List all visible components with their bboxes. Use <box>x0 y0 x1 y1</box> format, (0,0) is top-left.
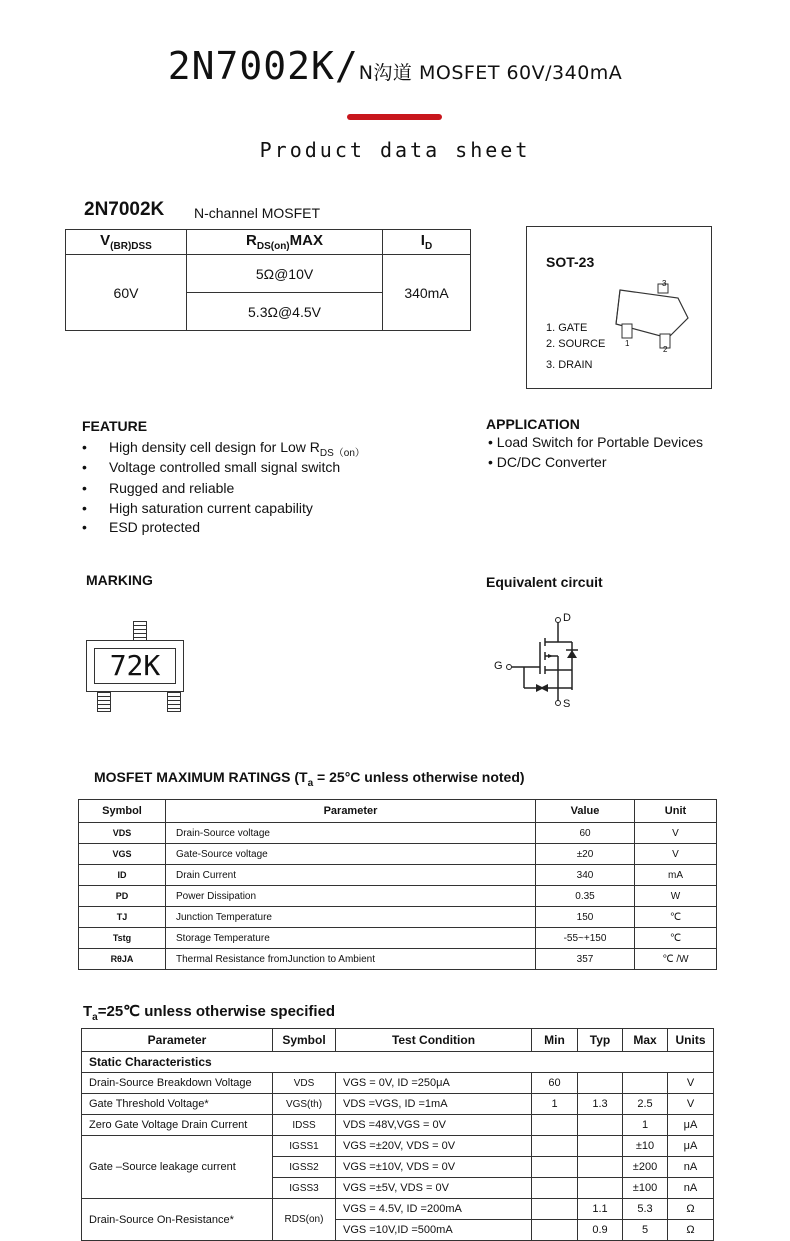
specs-header: Test Condition <box>336 1029 532 1052</box>
feature-item: High saturation current capability <box>109 500 313 516</box>
ratings-header: Parameter <box>166 800 536 823</box>
ratings-title: MOSFET MAXIMUM RATINGS ($T_a = 25^\circ C$ unless otherwise noted) <box>94 769 525 789</box>
pin-label-gate: 1. GATE <box>546 322 588 334</box>
ratings-header: Symbol <box>79 800 166 823</box>
table-row: PD Power Dissipation 0.35 W <box>79 886 717 907</box>
equivalent-heading: Equivalent circuit <box>486 574 603 590</box>
application-heading: APPLICATION <box>486 416 580 432</box>
marking-pin-left <box>97 692 111 712</box>
table-row: VGS Gate-Source voltage ±20 V <box>79 844 717 865</box>
feature-bullet: • <box>82 459 87 475</box>
feature-item: Rugged and reliable <box>109 480 235 496</box>
table-row: Tstg Storage Temperature -55~+150 ℃ <box>79 928 717 949</box>
application-item: • DC/DC Converter <box>488 454 607 470</box>
equivalent-circuit-diagram <box>500 612 590 712</box>
summary-vdss-value: 60V <box>66 255 187 331</box>
page-subtitle: Product data sheet <box>259 138 531 162</box>
summary-table <box>65 229 471 331</box>
specs-header: Min <box>532 1029 578 1052</box>
summary-header-rds: $R_{DS(on)}MAX$ <box>187 230 383 255</box>
feature-heading: FEATURE <box>82 418 148 434</box>
part-name: 2N7002K <box>84 199 165 220</box>
ratings-header: Unit <box>635 800 717 823</box>
specs-header: Typ <box>578 1029 623 1052</box>
application-item: • Load Switch for Portable Devices <box>488 434 704 450</box>
specs-header: Symbol <box>273 1029 336 1052</box>
title-accent-bar <box>347 114 442 120</box>
table-row: Gate Threshold Voltage* VGS(th) VDS =VGS, ID =1mA 1 1.3 2.5 V <box>82 1094 714 1115</box>
feature-bullet: • <box>82 500 87 516</box>
specs-title: $T_a=25℃$ unless otherwise specified <box>83 1003 336 1023</box>
feature-bullet: • <box>82 480 87 496</box>
table-row: IGSS3 VGS =±5V, VDS = 0V ±100 nA <box>82 1178 714 1199</box>
circuit-label-drain: D <box>563 612 571 624</box>
feature-bullet: • <box>82 519 87 535</box>
pin-label-source: 2. SOURCE <box>546 338 606 350</box>
table-section-row: Static Characteristics <box>82 1052 714 1073</box>
circuit-label-source: S <box>563 698 571 710</box>
summary-id-value: 340mA <box>383 255 471 331</box>
table-row: VGS =10V,ID =500mA 0.9 5 Ω <box>82 1220 714 1241</box>
sot23-package-icon <box>608 278 698 356</box>
table-row: VDS Drain-Source voltage 60 V <box>79 823 717 844</box>
specs-table <box>81 1028 714 1241</box>
table-row: Zero Gate Voltage Drain Current IDSS VDS =48V,VGS = 0V 1 μA <box>82 1115 714 1136</box>
marking-pin-right <box>167 692 181 712</box>
page-title <box>0 44 790 88</box>
table-row: TJ Junction Temperature 150 ℃ <box>79 907 717 928</box>
specs-header: Max <box>623 1029 668 1052</box>
table-row: Drain-Source Breakdown Voltage VDS VGS = 0V, ID =250μA 60 V <box>82 1073 714 1094</box>
pin-number-2: 2 <box>663 345 668 354</box>
summary-rds-4v5: 5.3Ω@4.5V <box>187 293 383 331</box>
title-part-number: 2N7002K/ <box>167 44 359 88</box>
circuit-label-gate: G <box>494 660 503 672</box>
feature-bullet: • <box>82 439 87 455</box>
feature-item: Voltage controlled small signal switch <box>109 459 341 475</box>
summary-rds-10v: 5Ω@10V <box>187 255 383 293</box>
feature-item: High density cell design for Low $R_{DS(on)}$ <box>109 439 365 459</box>
marking-pin-top <box>133 621 147 641</box>
pin-label-drain: 3. DRAIN <box>546 359 593 371</box>
summary-header-id: $I_D$ <box>383 230 471 255</box>
title-description: N沟道 MOSFET 60V/340mA <box>358 62 623 84</box>
package-name: SOT-23 <box>546 254 595 270</box>
marking-code: 72K <box>109 649 161 682</box>
specs-header: Parameter <box>82 1029 273 1052</box>
table-row: ID Drain Current 340 mA <box>79 865 717 886</box>
table-row: Gate –Source leakage current IGSS1 VGS =±20V, VDS = 0V ±10 μA <box>82 1136 714 1157</box>
pin-number-3: 3 <box>662 279 667 288</box>
ratings-header: Value <box>536 800 635 823</box>
summary-header-vdss: $V_{(BR)DSS}$ <box>66 230 187 255</box>
table-row: RθJA Thermal Resistance fromJunction to Ambient 357 ℃ /W <box>79 949 717 970</box>
part-type: N-channel MOSFET <box>194 205 321 221</box>
pin-number-1: 1 <box>625 339 630 348</box>
feature-item: ESD protected <box>109 519 201 535</box>
specs-header: Units <box>668 1029 714 1052</box>
ratings-table <box>78 799 717 970</box>
marking-heading: MARKING <box>86 572 153 588</box>
table-row: Drain-Source On-Resistance* RDS(on) VGS = 4.5V, ID =200mA 1.1 5.3 Ω <box>82 1199 714 1220</box>
table-row: IGSS2 VGS =±10V, VDS = 0V ±200 nA <box>82 1157 714 1178</box>
